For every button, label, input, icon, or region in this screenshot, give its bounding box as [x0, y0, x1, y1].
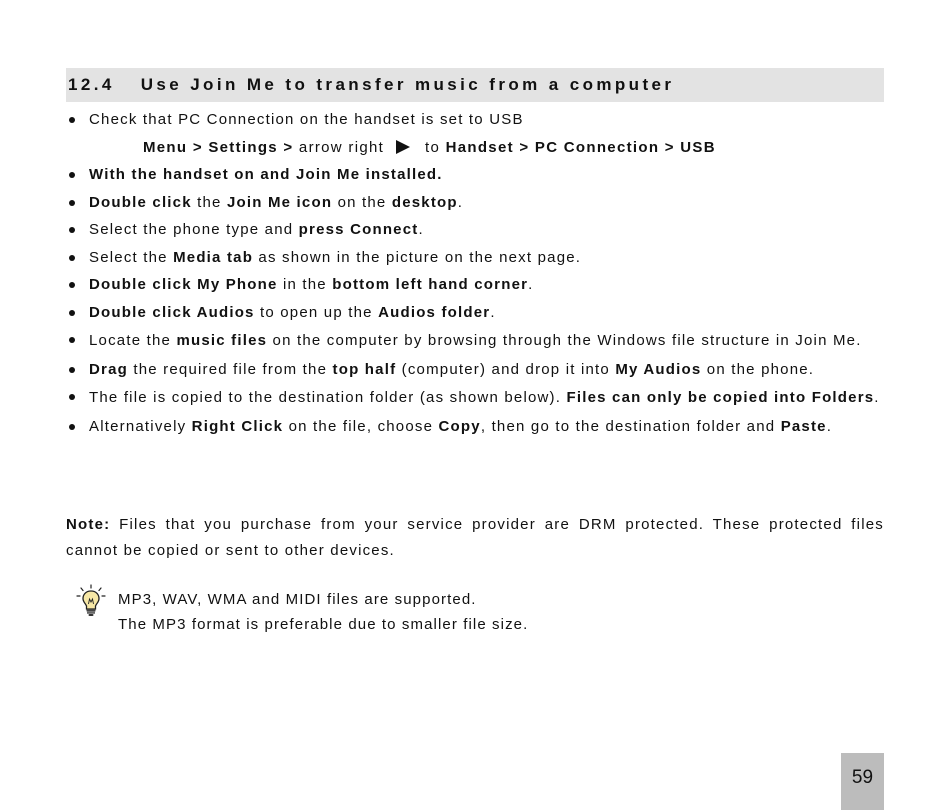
bullet-icon — [69, 117, 75, 123]
list-item: Drag the required file from the top half (computer) and drop it into My Audios on the phone. — [66, 356, 884, 384]
list-item: Select the phone type and press Connect. — [66, 216, 884, 244]
arrow-right-icon — [396, 140, 410, 154]
bullet-icon — [69, 337, 75, 343]
bullet-icon — [69, 255, 75, 261]
section-heading — [66, 68, 884, 102]
tip-text — [118, 587, 528, 637]
tip-line: MP3, WAV, WMA and MIDI files are supported. — [118, 591, 477, 608]
list-item: Double click the Join Me icon on the desktop. — [66, 189, 884, 217]
bullet-icon — [69, 227, 75, 233]
tip-line: The MP3 format is preferable due to smaller file size. — [118, 616, 529, 633]
document-page — [66, 68, 884, 440]
bullet-icon — [69, 394, 75, 400]
menu-path: Menu > Settings > arrow right to Handset > PC Connection > USB — [143, 138, 716, 156]
bullet-icon — [69, 200, 75, 206]
note-text: Files that you purchase from your service provider are DRM protected. These protected files cannot be copied or sent to other devices. — [66, 516, 884, 559]
bullet-icon — [69, 172, 75, 178]
section-number: 12.4 — [68, 75, 115, 94]
list-item: Double click My Phone in the bottom left hand corner. — [66, 271, 884, 299]
bullet-icon — [69, 367, 75, 373]
bullet-icon — [69, 424, 75, 430]
list-item: Check that PC Connection on the handset is set to USB — [66, 106, 884, 134]
list-item: Select the Media tab as shown in the picture on the next page. — [66, 244, 884, 272]
list-item: Alternatively Right Click on the file, choose Copy, then go to the destination folder and Paste. — [66, 413, 884, 441]
lightbulb-icon — [76, 584, 106, 618]
list-item: Double click Audios to open up the Audios folder. — [66, 299, 884, 327]
list-item: The file is copied to the destination folder (as shown below). Files can only be copied into Folders. — [66, 383, 884, 413]
list-item: Locate the music files on the computer by browsing through the Windows file structure in Join Me. — [66, 326, 884, 356]
page-number: 59 — [841, 753, 884, 810]
note-paragraph — [66, 512, 884, 564]
steps-list — [66, 106, 884, 440]
bullet-icon — [69, 282, 75, 288]
bullet-icon — [69, 310, 75, 316]
section-title: Use Join Me to transfer music from a computer — [140, 75, 675, 94]
note-label: Note: — [66, 516, 111, 533]
list-item: With the handset on and Join Me installed. — [66, 161, 884, 189]
